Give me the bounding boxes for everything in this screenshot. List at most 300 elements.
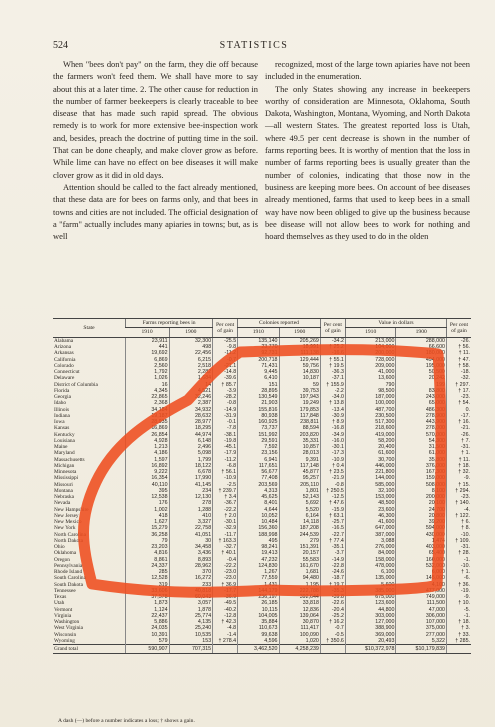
value-cell: 2,496	[169, 444, 213, 450]
state-cell: Maine	[54, 444, 68, 451]
state-cell: Washington	[54, 619, 80, 626]
col-farms-1900: 1900	[169, 328, 213, 337]
value-cell: 1,873	[126, 600, 170, 606]
value-cell: 4,100	[396, 582, 447, 588]
value-cell: 498	[169, 344, 213, 350]
value-cell: 24,337	[126, 563, 170, 569]
value-cell: 28,632	[169, 413, 213, 419]
value-cell: 4,521	[169, 388, 213, 394]
value-cell: † 18.	[447, 463, 472, 469]
value-cell: 234	[169, 488, 213, 494]
value-cell: 3,436	[169, 550, 213, 556]
value-cell: 1,597	[126, 457, 170, 463]
state-cell: West Virginia	[54, 625, 83, 632]
value-cell: 24,700	[396, 507, 447, 513]
state-cell: New Hampshire	[54, 506, 89, 513]
col-farms-1910: 1910	[126, 328, 170, 337]
value-cell: 494,000	[396, 357, 447, 363]
value-cell: -23.0	[213, 569, 238, 575]
value-cell: † 3.4	[213, 494, 238, 500]
value-cell: 45,877	[279, 469, 320, 475]
value-cell: -21.1	[213, 363, 238, 369]
value-cell: † 23.5	[320, 469, 345, 475]
value-cell: 60,043	[169, 594, 213, 600]
value-cell: 14,830	[279, 369, 320, 375]
state-cell: New Jersey	[54, 512, 79, 519]
value-cell: 517,300	[345, 419, 396, 425]
value-cell: 46,300	[345, 513, 396, 519]
value-cell: -36.9	[213, 594, 238, 600]
value-cell: 48,500	[345, 500, 396, 506]
state-cell: Indiana	[54, 412, 70, 419]
value-cell: 47,000	[396, 607, 447, 613]
value-cell: 12,538	[126, 494, 170, 500]
state-cell: Vermont	[54, 606, 73, 613]
value-cell: 4,186	[126, 450, 170, 456]
value-cell: † 140.	[447, 500, 472, 506]
value-cell: 5,322	[396, 638, 447, 645]
value-cell: 306,000	[396, 613, 447, 619]
state-cell: Colorado	[54, 362, 74, 369]
value-cell: 6,148	[169, 438, 213, 444]
value-cell: -4.	[447, 507, 472, 513]
value-cell: † 163.3	[213, 538, 238, 544]
state-cell: Minnesota	[54, 469, 77, 476]
value-cell: 279	[279, 538, 320, 544]
value-cell: -10.9	[213, 475, 238, 481]
value-cell: -9.8	[213, 344, 238, 350]
value-cell: 236,197	[238, 594, 279, 600]
value-cell: 65,000	[396, 400, 447, 406]
value-cell: † 297.	[447, 382, 472, 388]
value-cell: 84,000	[345, 550, 396, 556]
value-cell: 1,684	[169, 375, 213, 381]
value-cell: -38.1	[213, 432, 238, 438]
value-cell: † 8.	[447, 525, 472, 531]
value-cell: † 47.6	[320, 500, 345, 506]
value-cell: 161,670	[279, 563, 320, 569]
value-cell: -23.	[447, 494, 472, 500]
value-cell: 1,801	[279, 488, 320, 494]
value-cell: † 85.7	[213, 382, 238, 388]
value-cell: 1,431	[238, 582, 279, 588]
value-cell: 160,925	[238, 419, 279, 425]
value-cell: 20,400	[345, 444, 396, 450]
col-value: Value in dollars	[345, 319, 446, 328]
value-cell: 195,000	[396, 363, 447, 369]
value-cell: -34.0	[320, 394, 345, 400]
col-value-1910: 1910	[345, 328, 396, 337]
value-cell: 205,110	[279, 482, 320, 488]
value-cell: 19,413	[238, 550, 279, 556]
value-cell: -31.	[447, 544, 472, 550]
state-cell: Texas	[54, 594, 67, 601]
value-cell: 26,185	[238, 600, 279, 606]
value-cell: † 350.6	[320, 638, 345, 645]
value-cell: -16.8	[320, 425, 345, 431]
value-cell: -34.9	[320, 432, 345, 438]
value-cell: 21,903	[238, 400, 279, 406]
value-cell: -18.	[447, 369, 472, 375]
value-cell: 59	[279, 382, 320, 388]
value-cell: 40,818	[169, 588, 213, 594]
value-cell: 6,410	[238, 375, 279, 381]
total-cell: $10,372,978	[345, 645, 396, 654]
value-cell: 188,998	[238, 532, 279, 538]
state-cell: South Dakota	[54, 581, 83, 588]
value-cell: 28,895	[238, 388, 279, 394]
value-cell: 1,026	[126, 375, 170, 381]
value-cell: 388,900	[345, 625, 396, 631]
value-cell: -21.	[447, 425, 472, 431]
value-cell: -17.	[447, 413, 472, 419]
value-cell: † 36.9	[213, 582, 238, 588]
value-cell: † 10.	[447, 600, 472, 606]
value-cell: 5,692	[279, 500, 320, 506]
value-cell: 33,818	[279, 600, 320, 606]
value-cell: 10,857	[279, 444, 320, 450]
value-cell: 1,792	[126, 369, 170, 375]
value-cell: 6,869	[126, 357, 170, 363]
value-cell: 278,000	[396, 425, 447, 431]
value-cell: -4.8	[213, 625, 238, 631]
value-cell: 16	[126, 382, 170, 388]
value-cell: -35.1	[320, 544, 345, 550]
value-cell: 135,000	[345, 575, 396, 581]
value-cell: -0.7	[213, 357, 238, 363]
value-cell: 110,673	[238, 625, 279, 631]
value-cell: 37,578	[126, 594, 170, 600]
total-cell: 3,462,520	[238, 645, 279, 654]
value-cell: 22,865	[126, 394, 170, 400]
value-cell: 104,000	[345, 344, 396, 350]
value-cell: 22,456	[169, 350, 213, 356]
value-cell: 20,157	[279, 550, 320, 556]
value-cell: -31.	[447, 444, 472, 450]
value-cell: 155,816	[238, 407, 279, 413]
value-cell: † 13.8	[320, 400, 345, 406]
value-cell: † 1.	[447, 450, 472, 456]
value-cell: 58,200	[345, 438, 396, 444]
value-cell: 31,500	[396, 444, 447, 450]
value-cell: 127,000	[345, 619, 396, 625]
value-cell: 508,000	[396, 482, 447, 488]
value-cell: 430,000	[396, 532, 447, 538]
state-cell: Utah	[54, 600, 65, 607]
value-cell: 18,295	[169, 425, 213, 431]
value-cell: 83,800	[396, 388, 447, 394]
value-cell: 1,213	[126, 444, 170, 450]
value-cell: 52,143	[279, 494, 320, 500]
value-cell: 10,535	[169, 632, 213, 638]
value-cell: -30.1	[320, 444, 345, 450]
value-cell: 17,990	[169, 475, 213, 481]
value-cell: 30,700	[345, 457, 396, 463]
value-cell: 6,215	[169, 357, 213, 363]
paragraph: recognized, most of the large town apiaries have not been included in the enumeration.	[265, 59, 470, 82]
value-cell: 20,800	[396, 513, 447, 519]
value-cell: 1,267	[238, 569, 279, 575]
value-cell: 203,820	[279, 432, 320, 438]
value-cell: 160,000	[396, 557, 447, 563]
state-cell: Oklahoma	[54, 550, 77, 557]
value-cell: † 3.	[447, 625, 472, 631]
value-cell: -17.7	[213, 588, 238, 594]
value-cell: 647,000	[345, 525, 396, 531]
value-cell: -22.2	[213, 507, 238, 513]
state-cell: Arkansas	[54, 350, 74, 357]
value-cell: 403,000	[396, 544, 447, 550]
value-cell: 50,500	[396, 369, 447, 375]
value-cell: 1,195	[279, 582, 320, 588]
value-cell: 94,480	[279, 575, 320, 581]
value-cell: 129,444	[279, 357, 320, 363]
value-cell: 10,052	[238, 513, 279, 519]
value-cell: 28,962	[169, 563, 213, 569]
value-cell: 100,000	[345, 400, 396, 406]
value-cell: -1.	[447, 613, 472, 619]
value-cell: 66,600	[396, 344, 447, 350]
value-cell: † 16.2	[320, 619, 345, 625]
value-cell: 144,179	[238, 588, 279, 594]
value-cell: -13.4	[320, 407, 345, 413]
value-cell: 749,000	[396, 594, 447, 600]
value-cell: -10.	[447, 532, 472, 538]
value-cell: 3,088	[345, 538, 396, 544]
value-cell: 585,000	[345, 482, 396, 488]
value-cell: 2,560	[126, 363, 170, 369]
value-cell: -11.7	[213, 532, 238, 538]
value-cell: 77,408	[238, 475, 279, 481]
col-colonies: Colonies reported	[238, 319, 321, 328]
value-cell: 277,000	[396, 632, 447, 638]
state-cell: New York	[54, 525, 76, 532]
value-cell: 32,300	[169, 337, 213, 344]
value-cell: -26.	[447, 337, 472, 344]
value-cell: -23.0	[213, 575, 238, 581]
value-cell: 100,090	[279, 632, 320, 638]
value-cell: 6,100	[345, 569, 396, 575]
value-cell: 22,437	[126, 613, 170, 619]
value-cell: -36.3	[320, 369, 345, 375]
value-cell: 98,500	[345, 388, 396, 394]
value-cell: 387,000	[345, 532, 396, 538]
value-cell: 180,000	[396, 350, 447, 356]
value-cell: † 19.5	[320, 363, 345, 369]
value-cell: 18,122	[169, 463, 213, 469]
value-cell: 176	[126, 500, 170, 506]
value-cell: 30	[169, 538, 213, 544]
value-cell: 44,800	[345, 607, 396, 613]
value-cell: † 33.	[447, 632, 472, 638]
value-cell: 179,853	[279, 407, 320, 413]
value-cell: 410	[169, 513, 213, 519]
value-cell: 495	[238, 538, 279, 544]
value-cell: 8,100	[396, 488, 447, 494]
value-cell: 285	[126, 569, 170, 575]
value-cell: 2,282	[169, 369, 213, 375]
value-cell: 238,811	[279, 419, 320, 425]
value-cell: 4,928	[126, 438, 170, 444]
value-cell: † 58.	[447, 363, 472, 369]
value-cell: -39.8	[320, 594, 345, 600]
value-cell: 487,700	[345, 407, 396, 413]
state-cell: Delaware	[54, 375, 75, 382]
value-cell: 443,900	[396, 419, 447, 425]
state-cell: District of Columbia	[54, 381, 98, 388]
value-cell: -20.4	[320, 607, 345, 613]
state-cell: Mississippi	[54, 475, 79, 482]
value-cell: 303,000	[345, 613, 396, 619]
value-cell: 3,057	[169, 600, 213, 606]
value-cell: -22.6	[320, 600, 345, 606]
value-cell: 25,240	[169, 625, 213, 631]
value-cell: 16,354	[126, 475, 170, 481]
value-cell: 34,932	[169, 407, 213, 413]
value-cell: 30,870	[279, 619, 320, 625]
value-cell: 4,345	[126, 388, 170, 394]
value-cell: -0.8	[213, 400, 238, 406]
value-cell: 200,000	[396, 494, 447, 500]
value-cell: -16.5	[320, 525, 345, 531]
value-cell: † 77.4	[320, 538, 345, 544]
value-cell: -7.8	[213, 425, 238, 431]
value-cell: 16,272	[169, 575, 213, 581]
value-cell: 35,800	[396, 457, 447, 463]
value-cell: -32.	[447, 375, 472, 381]
value-cell: 370	[169, 569, 213, 575]
value-cell: † 294.	[447, 488, 472, 494]
value-cell: † 2.0	[213, 513, 238, 519]
total-cell: $10,179,839	[396, 645, 447, 654]
value-cell: † 8.9	[320, 419, 345, 425]
value-cell: 5,600	[345, 582, 396, 588]
value-cell: 29,591	[238, 438, 279, 444]
value-cell: -11.2	[213, 457, 238, 463]
value-cell: 369,000	[345, 632, 396, 638]
value-cell: -22.2	[213, 563, 238, 569]
value-cell: 276,000	[345, 544, 396, 550]
value-cell: -32.7	[213, 544, 238, 550]
value-cell: 39,753	[279, 388, 320, 394]
value-cell: 19,187	[126, 413, 170, 419]
state-cell: Pennsylvania	[54, 562, 83, 569]
value-cell: -22.8	[320, 563, 345, 569]
value-cell: 532,000	[396, 563, 447, 569]
state-cell: Maryland	[54, 450, 75, 457]
value-cell: -5.	[447, 607, 472, 613]
value-cell: † 54.	[447, 400, 472, 406]
value-cell: 23,156	[238, 450, 279, 456]
state-cell: Wisconsin	[54, 631, 77, 638]
value-cell: 71,431	[238, 363, 279, 369]
value-cell: -11.2	[213, 350, 238, 356]
value-cell: 26,854	[126, 432, 170, 438]
value-cell: 79	[126, 538, 170, 544]
value-cell: 209,000	[345, 363, 396, 369]
value-cell: -9.	[447, 594, 472, 600]
value-cell: 19,692	[126, 350, 170, 356]
value-cell: 35,884	[238, 619, 279, 625]
value-cell: 2,518	[169, 363, 213, 369]
col-value-1900: 1900	[396, 328, 447, 337]
value-cell: 278,900	[396, 413, 447, 419]
value-cell: 288,000	[396, 337, 447, 344]
value-cell: -14.8	[213, 369, 238, 375]
value-cell: 80,938	[238, 413, 279, 419]
value-cell: -25.2	[320, 613, 345, 619]
value-cell: -17.9	[213, 450, 238, 456]
value-cell: † 122.	[447, 513, 472, 519]
value-cell: -17.3	[320, 450, 345, 456]
value-cell: 395	[126, 488, 170, 494]
value-cell: -18.7	[320, 575, 345, 581]
value-cell: -1.	[447, 557, 472, 563]
value-cell: -19.8	[213, 438, 238, 444]
value-cell: 32,100	[345, 488, 396, 494]
value-cell: -19.	[447, 588, 472, 594]
value-cell: † 32.	[447, 469, 472, 475]
state-cell: Rhode Island	[54, 569, 83, 576]
value-cell: 392,644	[279, 594, 320, 600]
value-cell: 203,569	[238, 482, 279, 488]
value-cell: 2,387	[169, 400, 213, 406]
state-cell: Montana	[54, 487, 73, 494]
value-cell: 230,500	[345, 413, 396, 419]
value-cell: 1,799	[169, 457, 213, 463]
value-cell: 159,000	[396, 475, 447, 481]
value-cell: 200,000	[345, 350, 396, 356]
value-cell: 1,627	[126, 519, 170, 525]
value-cell: † 15.	[447, 482, 472, 488]
value-cell: -28.2	[213, 394, 238, 400]
value-cell: 187,000	[345, 394, 396, 400]
value-cell: -40.2	[213, 607, 238, 613]
value-cell: 151	[238, 382, 279, 388]
value-cell: 23,770	[238, 344, 279, 350]
value-cell: 5,520	[279, 507, 320, 513]
value-cell: 1,681	[279, 569, 320, 575]
value-cell: 41,145	[169, 482, 213, 488]
value-cell: 39,200	[396, 519, 447, 525]
total-cell: 707,315	[169, 645, 213, 654]
value-cell: 278	[169, 500, 213, 506]
value-cell: 12,528	[126, 575, 170, 581]
state-cell: Massachusetts	[54, 456, 85, 463]
col-farms: Farms reporting bees in	[126, 319, 213, 328]
value-cell: 14,118	[279, 519, 320, 525]
state-cell: Iowa	[54, 419, 65, 426]
value-cell: -24.6	[320, 569, 345, 575]
col-pct-colonies: Per cent of gain	[320, 319, 345, 338]
value-cell: 35,331	[279, 438, 320, 444]
value-cell: † 56.1	[213, 469, 238, 475]
value-cell: -45.1	[213, 444, 238, 450]
value-cell: † 278.4	[213, 638, 238, 645]
value-cell: 92,731	[238, 350, 279, 356]
value-cell: 98,241	[238, 544, 279, 550]
value-cell: 12,130	[169, 494, 213, 500]
value-cell: 55,583	[279, 557, 320, 563]
value-cell: -14.9	[213, 407, 238, 413]
value-cell: † 11.	[447, 457, 472, 463]
value-cell: -0.1	[213, 419, 238, 425]
value-cell: 156,360	[238, 525, 279, 531]
value-cell: 1,474	[396, 538, 447, 544]
value-cell: -36.7	[213, 500, 238, 506]
value-cell: -0.4	[213, 557, 238, 563]
value-cell: 25,774	[169, 613, 213, 619]
